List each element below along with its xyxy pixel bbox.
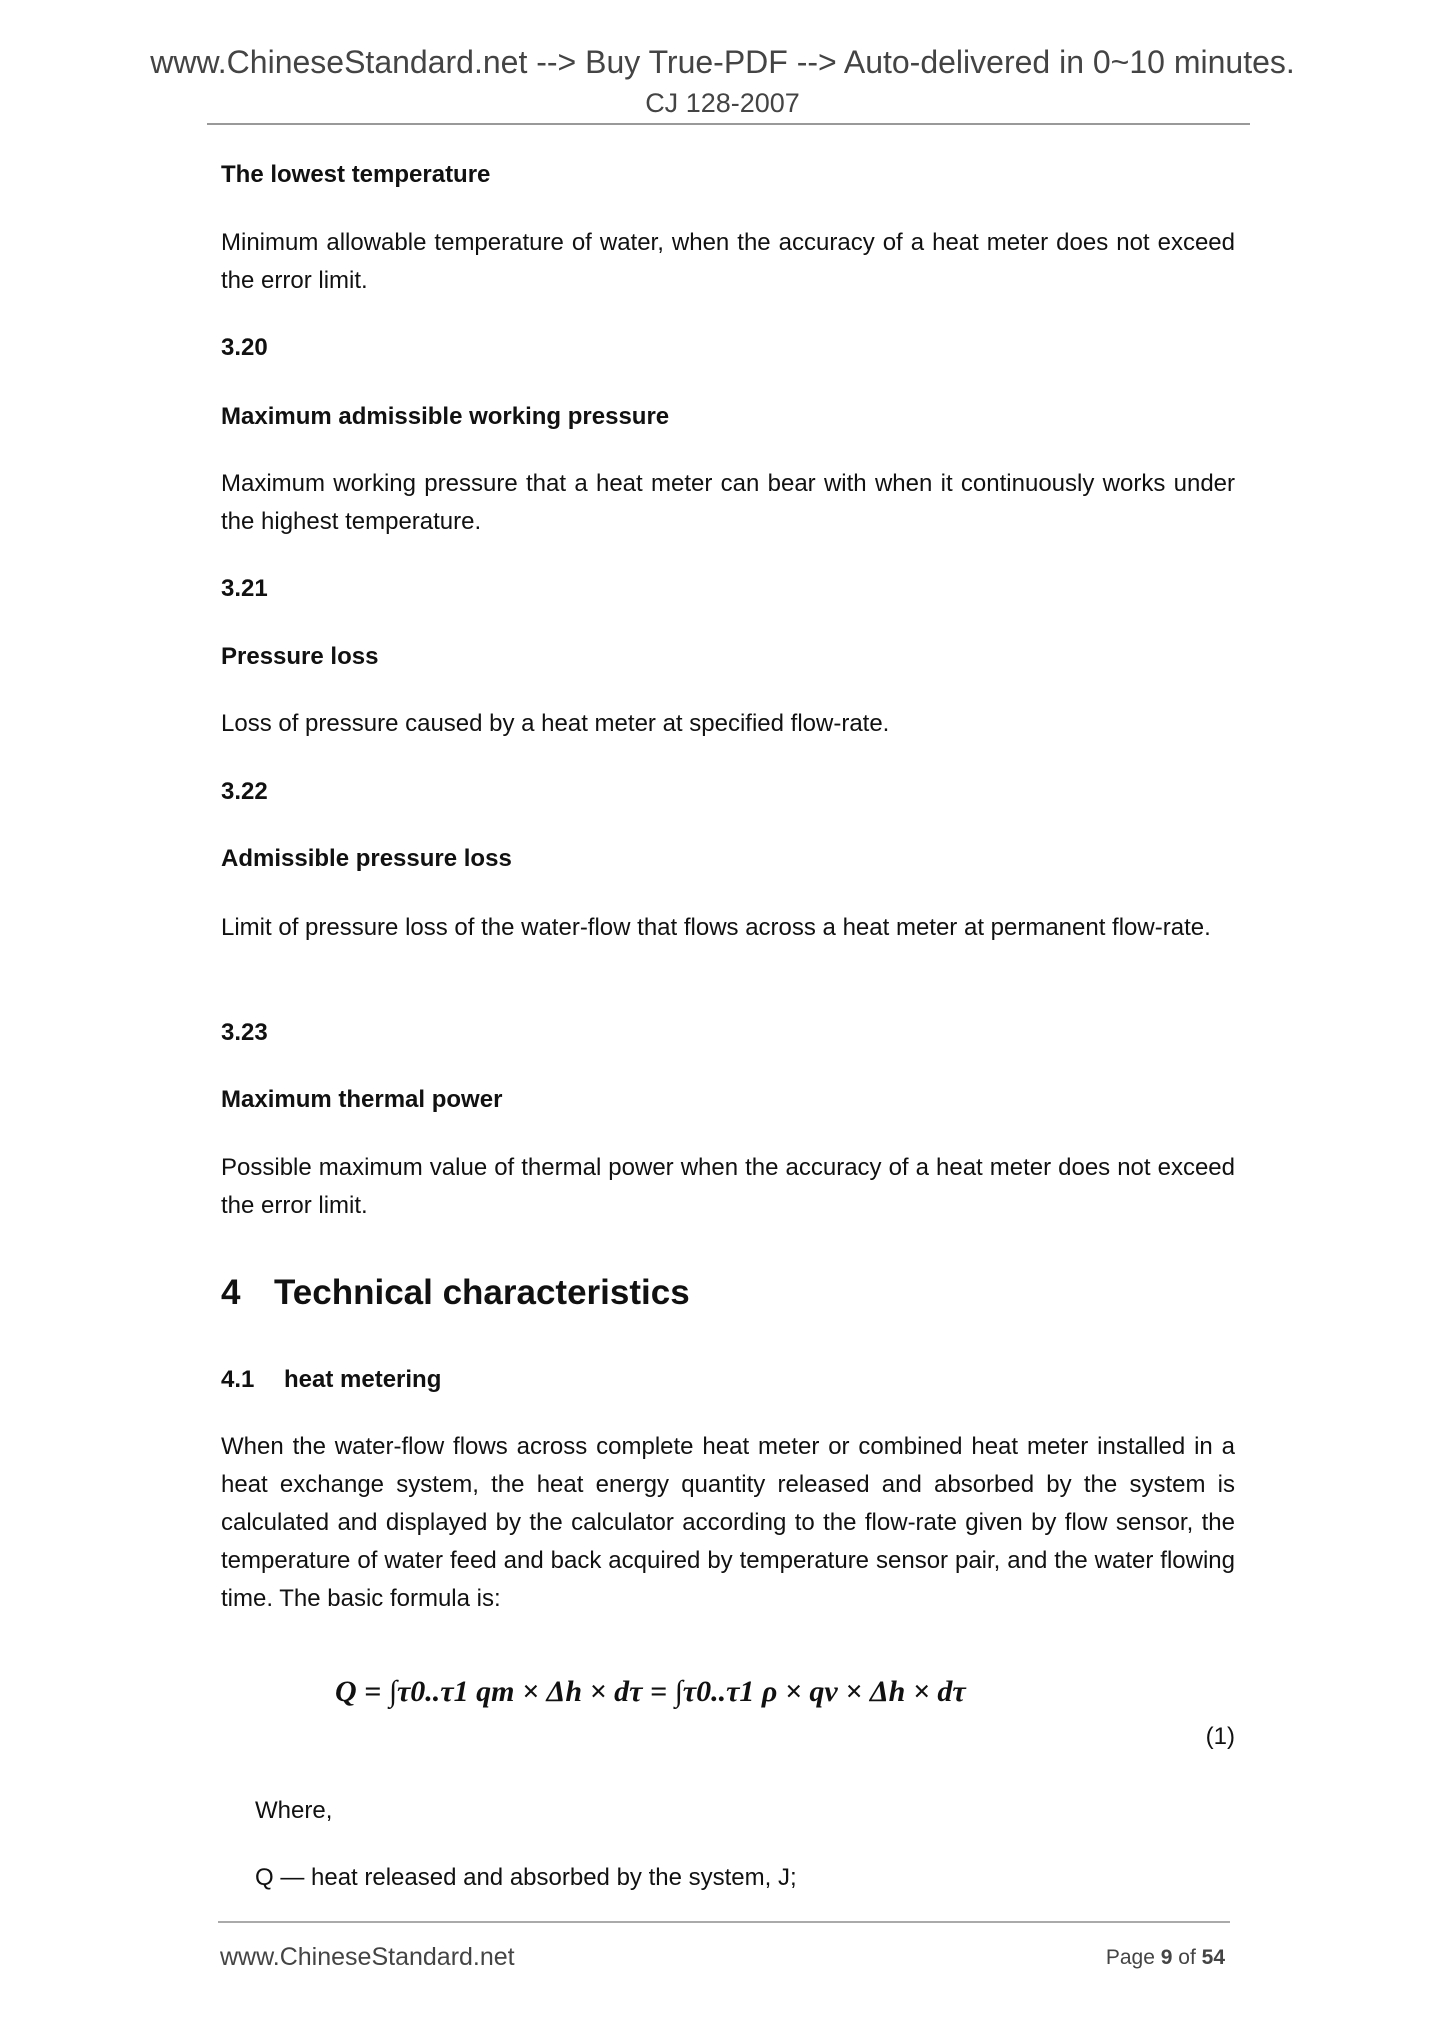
formula-number: (1) bbox=[1205, 1723, 1235, 1750]
term-definition: Possible maximum value of thermal power when the accuracy of a heat meter does not exceed the error limit. bbox=[221, 1154, 1235, 1219]
term-definition: Maximum working pressure that a heat meter can bear with when it continuously works under the highest temperature. bbox=[221, 470, 1235, 535]
clause-number: 3.21 bbox=[221, 575, 268, 602]
section-number: 4 bbox=[221, 1273, 241, 1312]
term-definition: Limit of pressure loss of the water-flow that flows across a heat meter at permanent flow-rate. bbox=[221, 914, 1211, 941]
term-title: Maximum admissible working pressure bbox=[221, 403, 670, 430]
section-title: Technical characteristics bbox=[274, 1273, 690, 1312]
paragraph: When the water-flow flows across complete heat meter or combined heat meter installed in a heat exchange system, the heat energy quantity released and absorbed by the system is calculated and displayed by the calculator according to the flow-rate given by flow sensor, the temperature of water feed and back acquired by temperature sensor pair, and the water flowing time. The basic formula is: bbox=[221, 1433, 1235, 1612]
term-title: Admissible pressure loss bbox=[221, 845, 512, 872]
subsection-heading bbox=[221, 1361, 1235, 1399]
clause-number: 3.23 bbox=[221, 1019, 268, 1046]
where-label: Where, bbox=[255, 1797, 333, 1824]
term-title: Pressure loss bbox=[221, 643, 379, 670]
page-indicator bbox=[1106, 1946, 1225, 1970]
header-banner: www.ChineseStandard.net --> Buy True-PDF --> Auto-delivered in 0~10 minutes. bbox=[150, 44, 1295, 80]
term-title: The lowest temperature bbox=[221, 161, 491, 188]
footer-divider bbox=[218, 1921, 1230, 1923]
formula: Q = ∫τ0..τ1 qm × Δh × dτ = ∫τ0..τ1 ρ × qv × Δh × dτ bbox=[335, 1675, 966, 1708]
standard-code: CJ 128-2007 bbox=[645, 88, 800, 118]
page-total: 54 bbox=[1201, 1946, 1225, 1969]
page-label: Page bbox=[1105, 1946, 1155, 1969]
definition-item: Q — heat released and absorbed by the system, J; bbox=[255, 1864, 797, 1891]
term-title: Maximum thermal power bbox=[221, 1086, 503, 1113]
footer-link[interactable]: www.ChineseStandard.net bbox=[220, 1943, 515, 1971]
section-heading bbox=[221, 1271, 1235, 1315]
term-definition: Loss of pressure caused by a heat meter at specified flow-rate. bbox=[221, 710, 890, 737]
subsection-number: 4.1 bbox=[221, 1366, 255, 1393]
subsection-title: heat metering bbox=[284, 1366, 442, 1393]
clause-number: 3.20 bbox=[221, 334, 268, 361]
header-divider bbox=[207, 123, 1250, 125]
page-number: 9 bbox=[1160, 1946, 1173, 1969]
of-label: of bbox=[1178, 1946, 1196, 1969]
clause-number: 3.22 bbox=[221, 778, 268, 805]
term-definition: Minimum allowable temperature of water, when the accuracy of a heat meter does not exceed the error limit. bbox=[221, 229, 1235, 294]
